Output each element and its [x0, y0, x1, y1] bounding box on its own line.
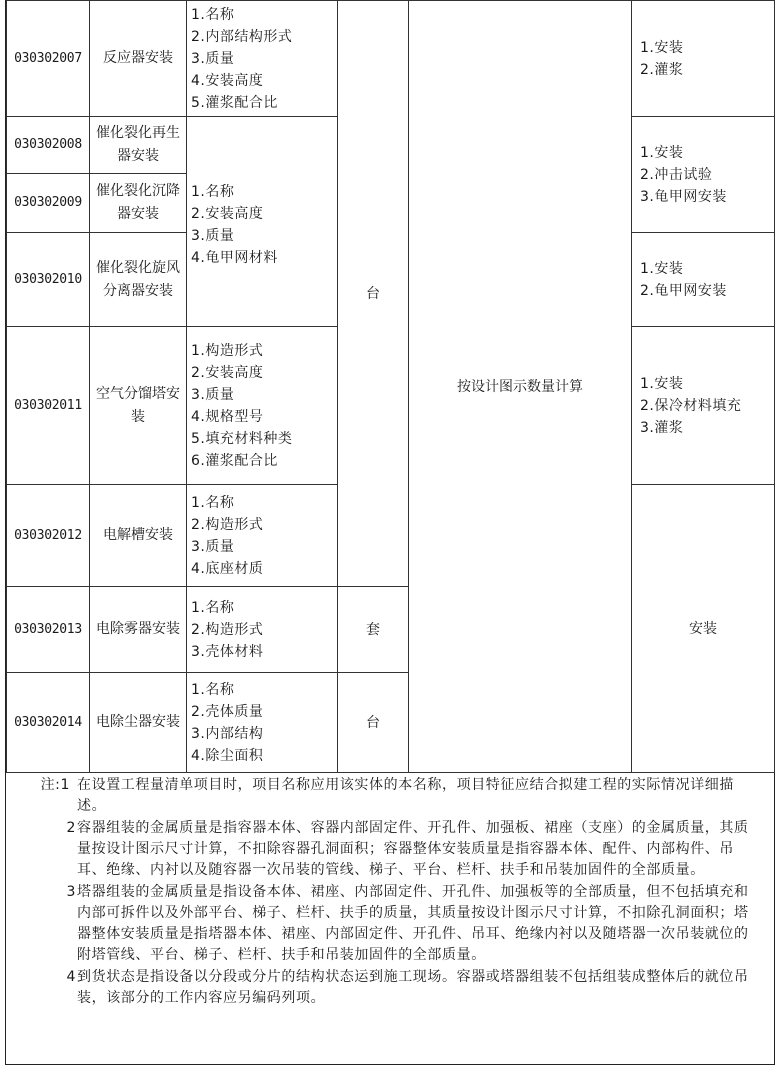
notes-section — [6, 775, 774, 1010]
note-number: 3 — [66, 884, 76, 900]
item-name: 催化裂化再生器安装 — [90, 117, 187, 174]
item-name: 催化裂化沉降器安装 — [90, 174, 187, 233]
item-features: 1.名称 2.构造形式 3.质量 4.底座材质 — [187, 485, 338, 587]
work-content: 1.安装 2.龟甲网安装 — [632, 233, 775, 327]
unit-cell: 台 — [338, 673, 409, 773]
table-row — [7, 1, 775, 117]
item-features: 1.名称 2.安装高度 3.质量 4.龟甲网材料 — [187, 117, 338, 327]
note-number: 2 — [66, 820, 76, 836]
item-features: 1.名称 2.内部结构形式 3.质量 4.安装高度 5.灌浆配合比 — [187, 1, 338, 117]
note-label: 注:1 — [40, 777, 70, 793]
item-name: 电除雾器安装 — [90, 587, 187, 673]
bill-of-quantities-table — [6, 0, 775, 773]
item-code: 030302010 — [7, 233, 90, 327]
item-code: 030302012 — [7, 485, 90, 587]
item-code: 030302009 — [7, 174, 90, 233]
work-content: 1.安装 2.灌浆 — [632, 1, 775, 117]
item-name: 电除尘器安装 — [90, 673, 187, 773]
specification-sheet — [5, 0, 775, 1065]
note-text: 容器组装的金属质量是指容器本体、容器内部固定件、开孔件、加强板、裙座（支座）的金属质量，其质量按设计图示尺寸计算，不扣除容器孔洞面积；容器整体安装质量是指容器本体、配件、内部构件、吊耳、绝缘、内衬以及随容器一次吊装的管线、梯子、平台、栏杆、扶手和吊装加固件的全部质量。 — [77, 820, 749, 878]
item-features: 1.构造形式 2.安装高度 3.质量 4.规格型号 5.填充材料种类 6.灌浆配合比 — [187, 327, 338, 485]
item-name: 电解槽安装 — [90, 485, 187, 587]
note-item — [6, 967, 774, 1009]
item-code: 030302014 — [7, 673, 90, 773]
item-features: 1.名称 2.壳体质量 3.内部结构 4.除尘面积 — [187, 673, 338, 773]
note-item — [6, 818, 774, 881]
note-item — [6, 882, 774, 966]
calculation-rule: 按设计图示数量计算 — [409, 1, 632, 773]
item-name: 反应器安装 — [90, 1, 187, 117]
note-text: 塔器组装的金属质量是指设备本体、裙座、内部固定件、开孔件、加强板等的全部质量，但不包括填充和内部可拆件以及外部平台、梯子、栏杆、扶手的质量，其质量按设计图示尺寸计算，不扣除孔洞面积；塔器整体安装质量是指塔器本体、裙座、内部固定件、开孔件、吊耳、绝缘内衬以及随塔器一次吊装就位的附塔管线、平台、梯子、栏杆、扶手和吊装加固件的全部质量。 — [77, 884, 749, 963]
item-code: 030302013 — [7, 587, 90, 673]
item-code: 030302007 — [7, 1, 90, 117]
item-name: 空气分馏塔安装 — [90, 327, 187, 485]
work-content: 1.安装 2.保冷材料填充 3.灌浆 — [632, 327, 775, 485]
unit-cell: 套 — [338, 587, 409, 673]
note-text: 在设置工程量清单项目时，项目名称应用该实体的本名称，项目特征应结合拟建工程的实际情况详细描述。 — [77, 777, 734, 814]
note-item — [6, 775, 774, 817]
item-features: 1.名称 2.构造形式 3.壳体材料 — [187, 587, 338, 673]
work-content: 安装 — [632, 485, 775, 773]
work-content: 1.安装 2.冲击试验 3.龟甲网安装 — [632, 117, 775, 233]
note-number: 4 — [66, 969, 76, 985]
item-name: 催化裂化旋风分离器安装 — [90, 233, 187, 327]
item-code: 030302011 — [7, 327, 90, 485]
note-text: 到货状态是指设备以分段或分片的结构状态运到施工现场。容器或塔器组装不包括组装成整体后的就位吊装，该部分的工作内容应另编码列项。 — [77, 969, 749, 1006]
unit-cell: 台 — [338, 1, 409, 587]
item-code: 030302008 — [7, 117, 90, 174]
